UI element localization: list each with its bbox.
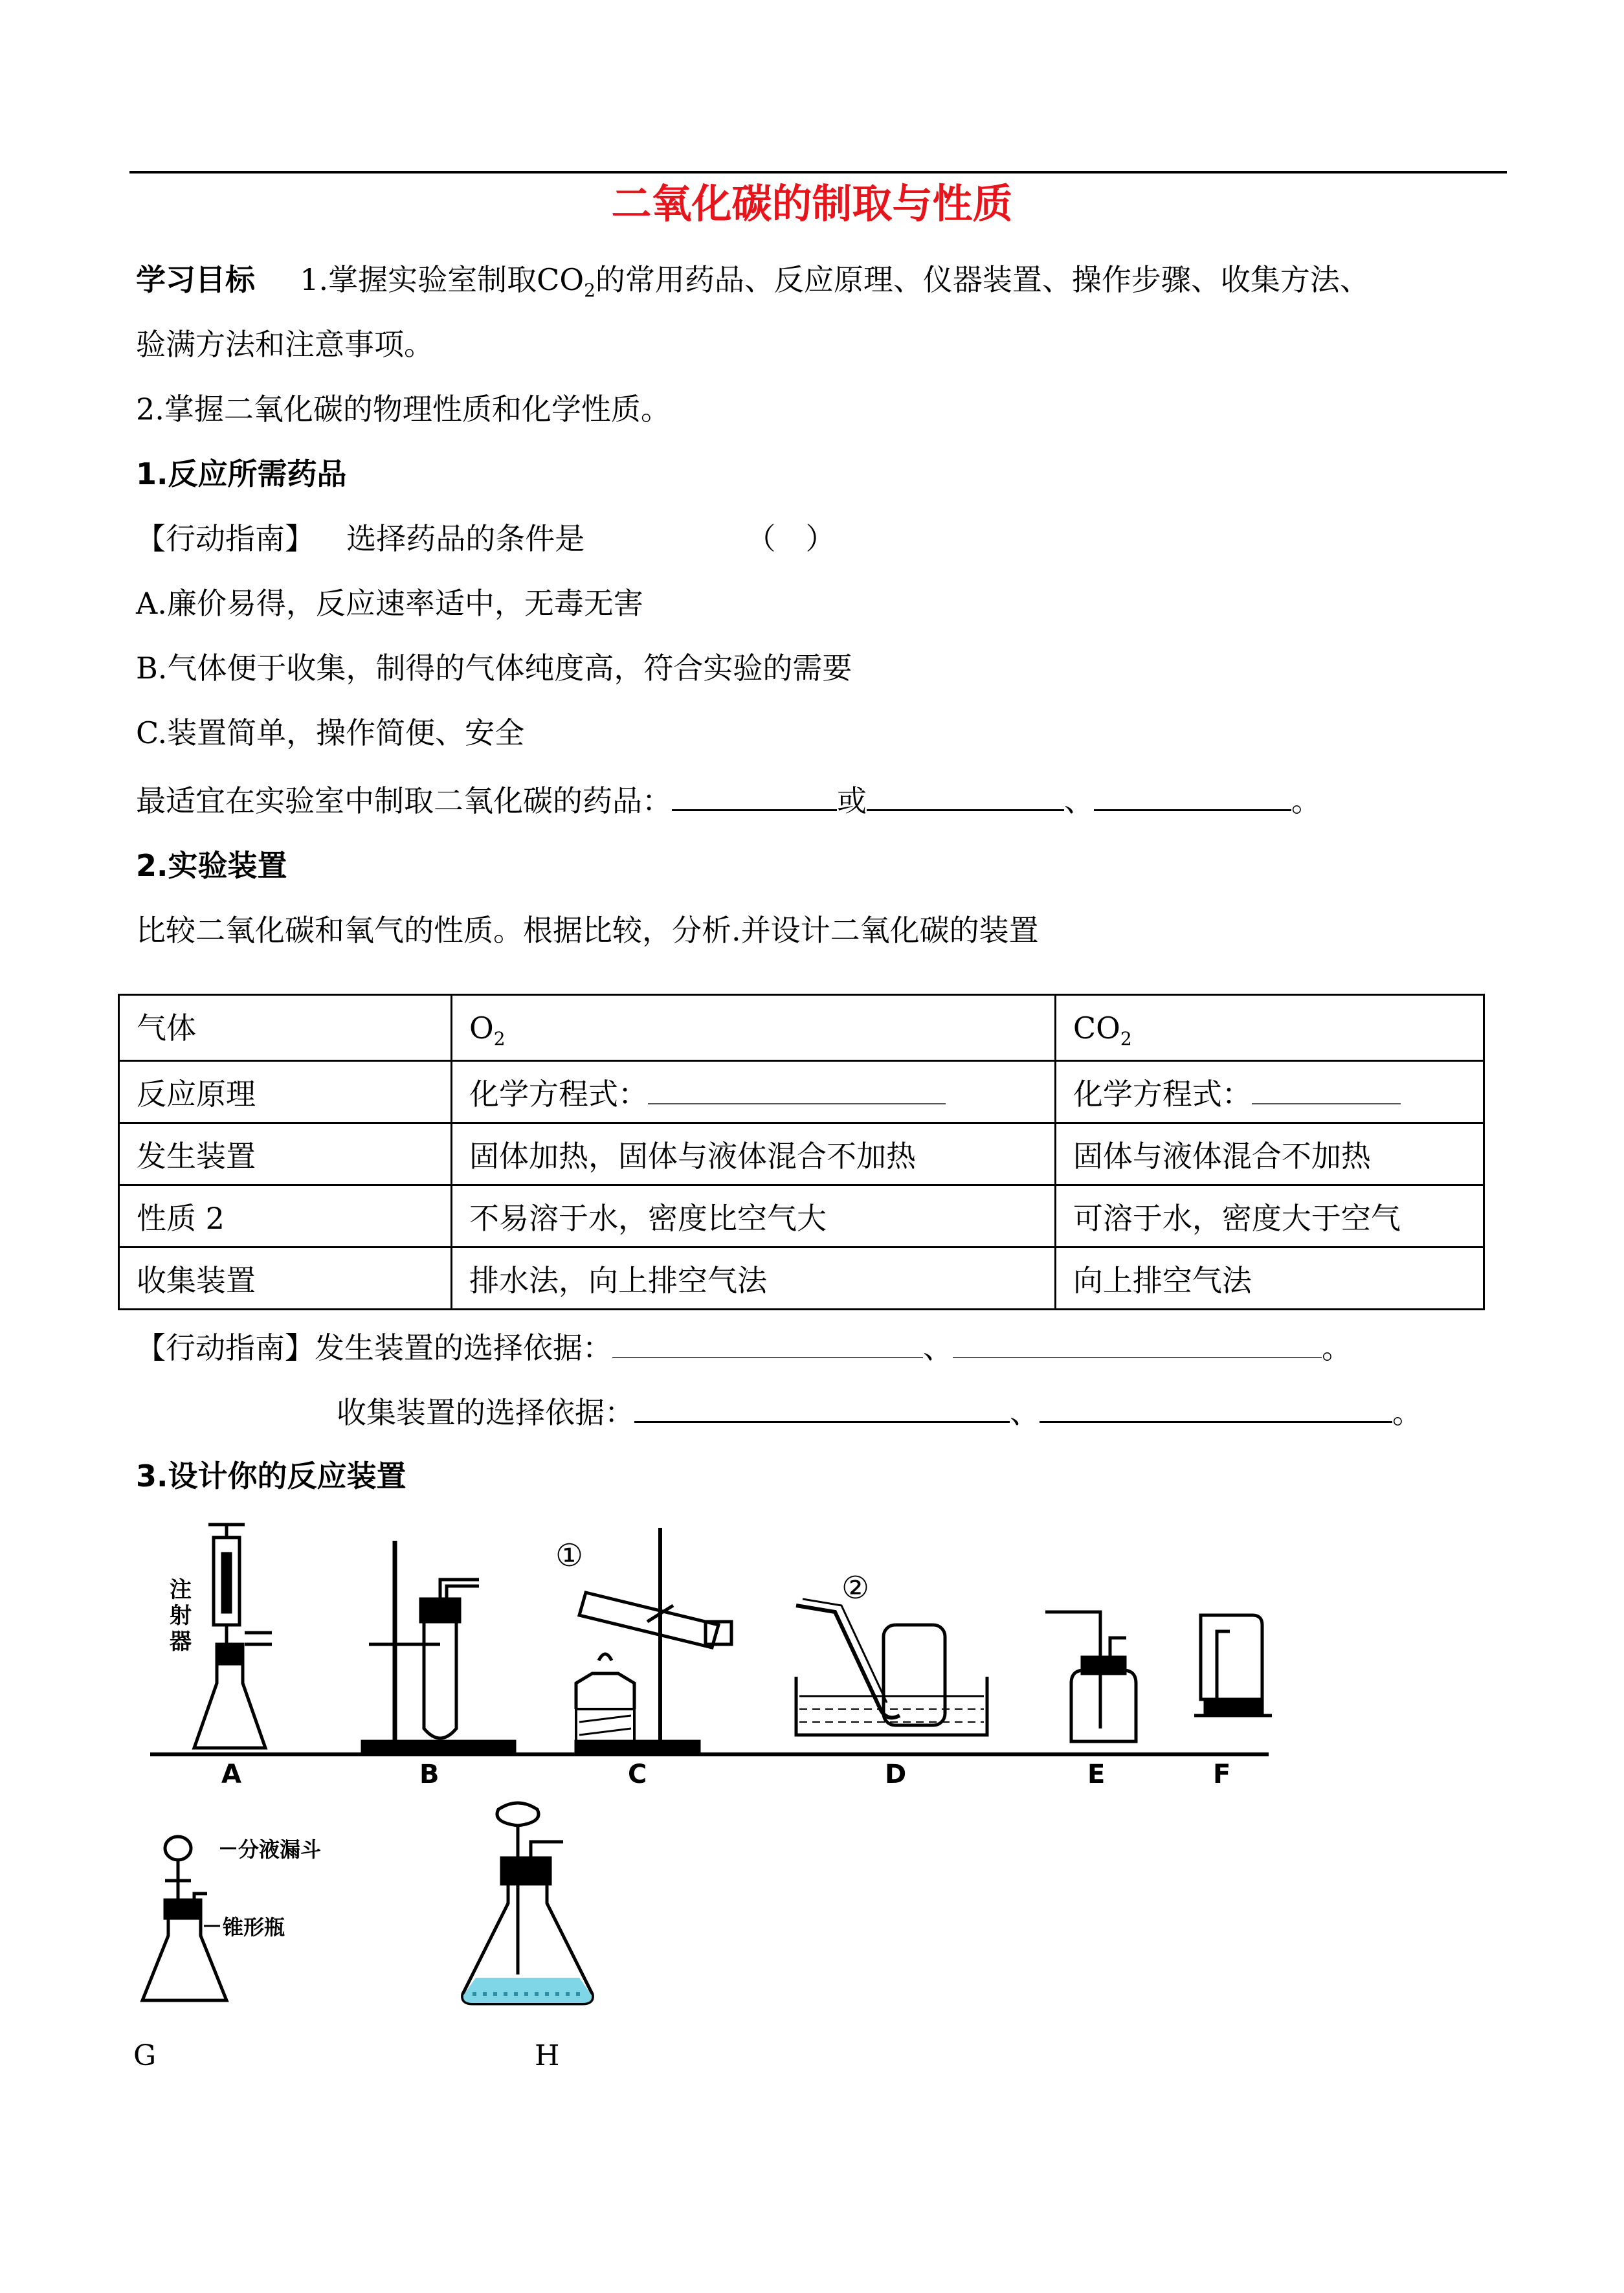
gen-basis: 发生装置的选择依据：: [315, 1330, 612, 1365]
label-e: E: [1087, 1760, 1106, 1789]
guide-label: 【行动指南】: [136, 521, 315, 556]
option-b: B.气体便于收集，制得的气体纯度高，符合实验的需要: [136, 651, 852, 686]
col-basis: 收集装置的选择依据：: [337, 1395, 634, 1430]
guide-label-2: 【行动指南】: [136, 1330, 315, 1365]
table-cell: 固体加热，固体与液体混合不加热: [451, 1123, 1055, 1185]
equation-label: 化学方程式：: [469, 1077, 648, 1112]
end: 。: [1322, 1330, 1351, 1365]
guide-text: 选择药品的条件是: [346, 521, 585, 556]
goal-1-b: 的常用药品、反应原理、仪器装置、操作步骤、收集方法、: [595, 262, 1370, 297]
syringe-label-3: 器: [170, 1629, 192, 1655]
table-cell: 固体与液体混合不加热: [1055, 1123, 1484, 1185]
apparatus-h: [463, 1803, 593, 2004]
co2-text: CO: [1073, 1011, 1120, 1046]
table-cell: 向上排空气法: [1055, 1247, 1484, 1310]
apparatus-c: [576, 1528, 731, 1752]
option-c: C.装置简单，操作简便、安全: [136, 715, 525, 750]
label-a: A: [221, 1760, 241, 1789]
marker-1: ①: [555, 1538, 584, 1574]
answer-paren[interactable]: （ ）: [746, 521, 836, 556]
apparatus-a: [194, 1525, 272, 1748]
option-a: A.廉价易得，反应速率适中，无毒无害: [136, 586, 643, 621]
apparatus-d: [796, 1599, 987, 1735]
label-d: D: [885, 1760, 907, 1789]
apparatus-e: [1045, 1612, 1136, 1741]
table-cell: 收集装置: [119, 1247, 452, 1310]
end-1: 。: [1291, 783, 1321, 818]
end: 。: [1392, 1395, 1422, 1430]
marker-2: ②: [841, 1570, 870, 1606]
equation-label: 化学方程式：: [1073, 1077, 1252, 1112]
table-cell: 反应原理: [119, 1061, 452, 1123]
table-cell: 排水法，向上排空气法: [451, 1247, 1055, 1310]
goals-label: 学习目标: [136, 262, 255, 297]
table-cell: 发生装置: [119, 1123, 452, 1185]
flask-label: 锥形瓶: [223, 1915, 285, 1940]
goal-1-a: 1.掌握实验室制取: [300, 262, 537, 297]
label-f: F: [1213, 1760, 1231, 1789]
co2-sub: 2: [1120, 1028, 1132, 1050]
table-cell: 气体: [119, 995, 452, 1061]
goal-2: 2.掌握二氧化碳的物理性质和化学性质。: [136, 392, 671, 427]
label-g: G: [133, 2039, 157, 2072]
apparatus-f: [1194, 1615, 1272, 1716]
table-cell: 不易溶于水，密度比空气大: [451, 1185, 1055, 1247]
goal-1-sub: 2: [584, 280, 595, 302]
section1-heading: 1.反应所需药品: [136, 456, 347, 491]
table-cell: 可溶于水，密度大于空气: [1055, 1185, 1484, 1247]
or-text: 或: [837, 783, 867, 818]
sep: 、: [923, 1330, 953, 1365]
apparatus-b: [362, 1541, 515, 1753]
sep: 、: [1010, 1395, 1040, 1430]
label-b: B: [419, 1760, 439, 1789]
sep-1: 、: [1064, 783, 1094, 818]
page-title: 二氧化碳的制取与性质: [611, 180, 1013, 227]
syringe-label-2: 射: [170, 1603, 192, 1629]
syringe-label-1: 注: [170, 1577, 192, 1603]
goal-1-c: 验满方法和注意事项。: [136, 327, 434, 362]
label-c: C: [628, 1760, 647, 1789]
table-cell: 性质 2: [119, 1185, 452, 1247]
o2-sub: 2: [493, 1028, 506, 1050]
best-prefix: 最适宜在实验室中制取二氧化碳的药品：: [136, 783, 672, 818]
sep-funnel-label: 分液漏斗: [238, 1837, 322, 1862]
goal-1-co2: CO: [537, 262, 584, 297]
o2-text: O: [469, 1011, 494, 1046]
section2-heading: 2.实验装置: [136, 848, 287, 883]
label-h: H: [535, 2039, 560, 2072]
section2-intro: 比较二氧化碳和氧气的性质。根据比较，分析.并设计二氧化碳的装置: [136, 913, 1039, 948]
section3-heading: 3.设计你的反应装置: [136, 1459, 406, 1493]
